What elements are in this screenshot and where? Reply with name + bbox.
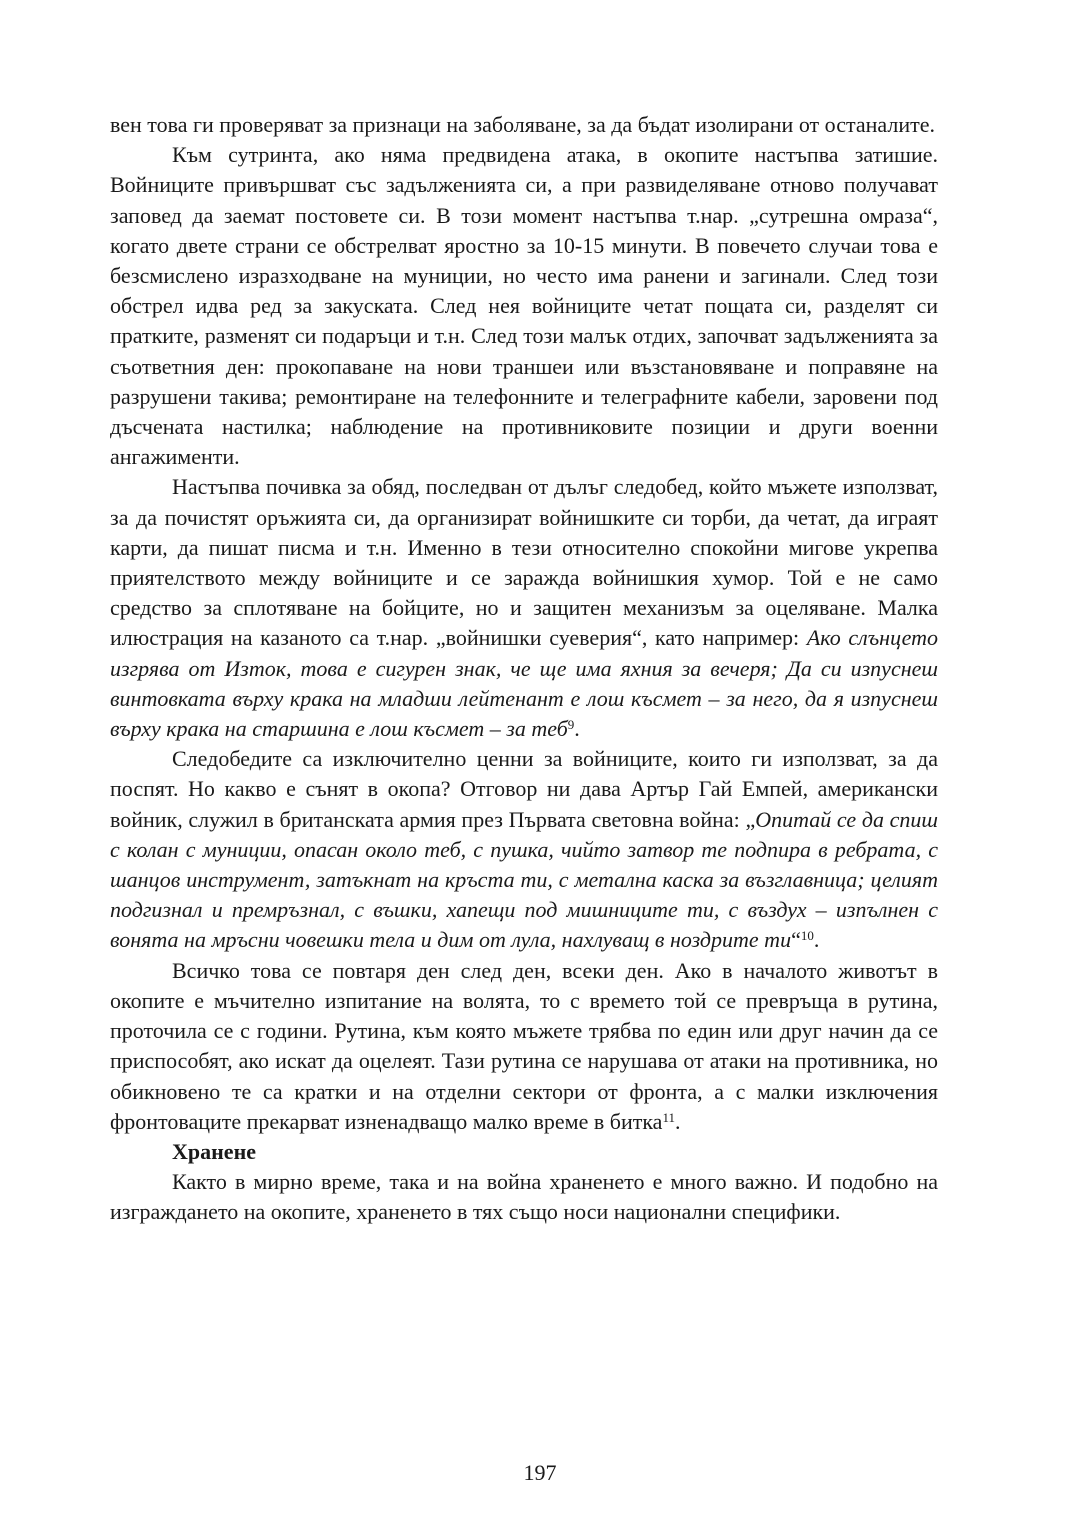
- footnote-ref-9: 9: [567, 717, 575, 733]
- paragraph-4-end: .: [813, 927, 820, 953]
- paragraph-3: [110, 472, 938, 744]
- page-body: [110, 110, 938, 1228]
- footnote-ref-10: 10: [800, 928, 814, 944]
- paragraph-5-text: Всичко това се повтаря ден след ден, всеки ден. Ако в началото животът в окопите е мъчително изпитание на волята, то с времето той се превръща в рутина, проточила се с години. Рутина, към която мъжете трябва по един или друг начин да се приспособят, ако искат да оцелеят. Тази рутина се нарушава от атаки на противника, но обикновено те са кратки и на отделни сектори от фронта, а с малки изключения фронтоваците прекарват изненадващо малко време в битка: [110, 957, 938, 1134]
- paragraph-5: [110, 956, 938, 1137]
- paragraph-3-quote: Ако слънцето изгрява от Изток, това е сигурен знак, че ще има яхния за вечеря; Да си изпуснеш винтовката върху крака на младши лейтенант е лош късмет – за него, да я изпуснеш върху крака на старшина е лош късмет – за теб: [110, 625, 938, 742]
- paragraph-4: [110, 744, 938, 955]
- paragraph-4-quote-close: “: [791, 927, 801, 953]
- paragraph-4-text: Следобедите са изключително ценни за войниците, които ги използват, за да поспят. Но какво е сънят в окопа? Отговор ни дава Артър Гай Емпей, американски войник, служил в британската армия през Първата световна война: „: [110, 746, 938, 832]
- page-number: 197: [523, 1460, 557, 1485]
- paragraph-3-end: .: [574, 716, 580, 742]
- paragraph-6: Както в мирно време, така и на война храненето е много важно. И подобно на изграждането на окопите, храненето в тях също носи национални специфики.: [110, 1169, 938, 1225]
- paragraph-4-quote: Опитай се да спиш с колан с муниции, опасан около теб, с пушка, чийто затвор те подпира в ребрата, с шанцов инструмент, затъкнат на кръста ти, с метална каска за възглавница; целият подгизнал и премръзнал, с въшки, хапещи под мишниците ти, с въздух – изпълнен с вонята на мръсни човешки тела и дим от лула, нахлуващ в ноздрите ти: [110, 806, 938, 953]
- paragraph-5-end: .: [674, 1108, 681, 1134]
- paragraph-1: вен това ги проверяват за признаци на заболяване, за да бъдат изолирани от останалите.: [110, 112, 935, 137]
- footnote-ref-11: 11: [662, 1109, 675, 1125]
- paragraph-3-text: Настъпва почивка за обяд, последван от дълъг следобед, който мъжете използват, за да почистят оръжията си, да организират войнишките си торби, да четат, да играят карти, да пишат писма и т.н. Именно в тези относително спокойни мигове укрепва приятелството между войниците и се заражда войнишкия хумор. Той е не само средство за сплотяване на бойците, но и защитен механизъм за оцеляване. Малка илюстрация на казаното са т.нар. „войнишки суеверия“, като например:: [110, 474, 938, 651]
- section-heading: Хранене: [172, 1138, 257, 1164]
- paragraph-2: Към сутринта, ако няма предвидена атака, в окопите настъпва затишие. Войниците привършват със задълженията си, а при развиделяване отново получават заповед да заемат постовете си. В този момент настъпва т.нар. „сутрешна омраза“, когато двете страни се обстрелват яростно за 10-15 минути. В повечето случаи това е безсмислено изразходване на муниции, но често има ранени и загинали. След този обстрел идва ред за закуската. След нея войниците четат пощата си, разделят си пратките, разменят си подаръци и т.н. След този малък отдих, започват задълженията за съответния ден: прокопаване на нови траншеи или възстановяване и поправяне на разрушени такива; ремонтиране на телефонните и телеграфните кабели, заровени под дъсчената настилка; наблюдение на противниковите позиции и други военни ангажименти.: [110, 142, 938, 470]
